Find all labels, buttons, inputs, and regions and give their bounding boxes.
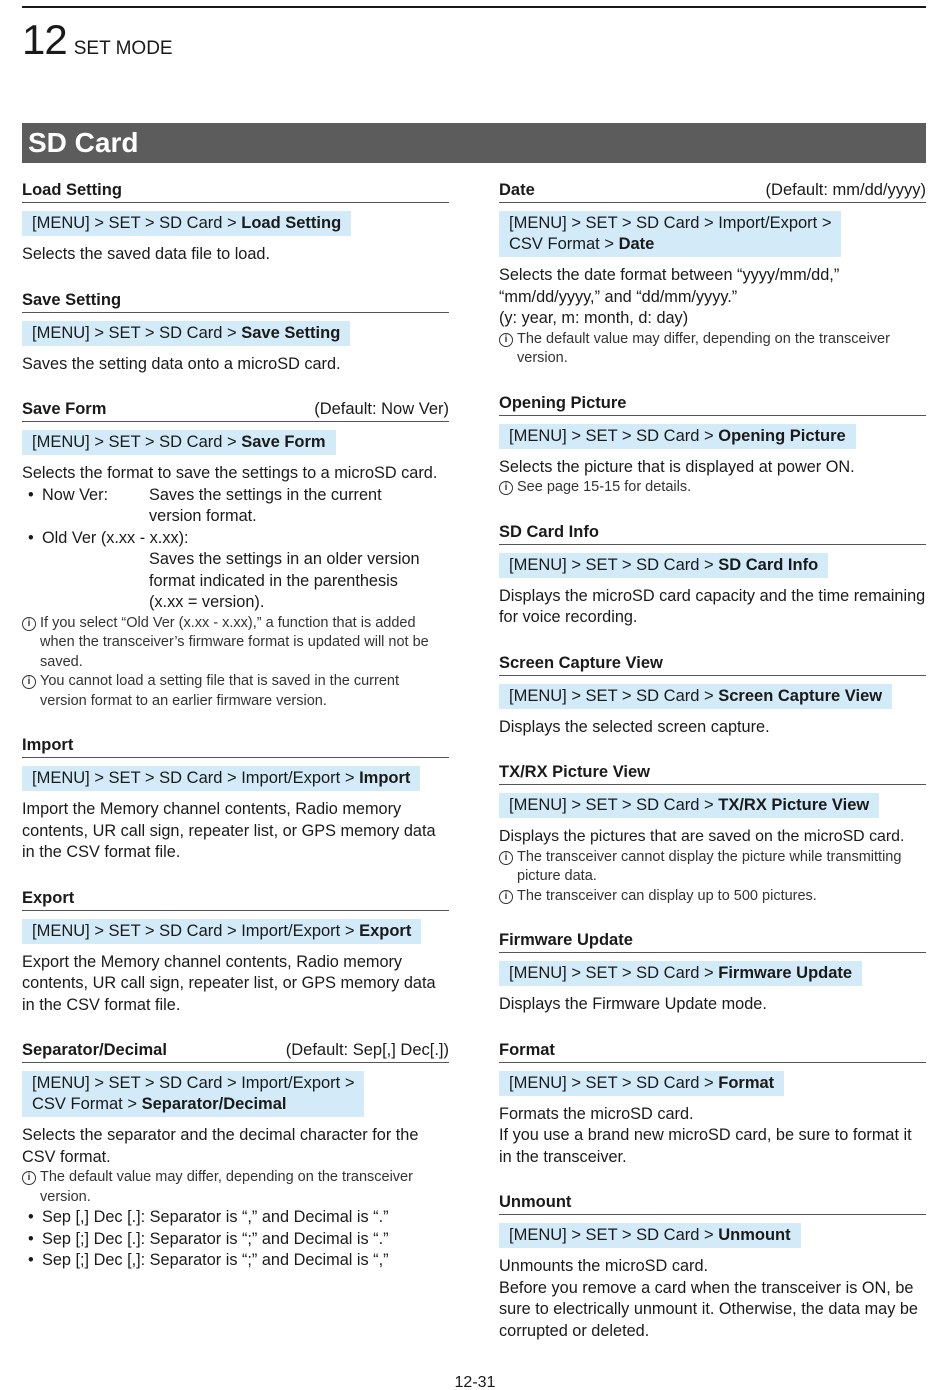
section-description: Export the Memory channel contents, Radio memory contents, UR call sign, repeater list, or GPS memory data in the CSV format file.: [22, 952, 436, 1014]
menu-path-prefix: [MENU] > SET > SD Card >: [32, 323, 242, 342]
menu-path: [499, 1071, 784, 1096]
menu-path-item: Import: [359, 769, 411, 787]
section-heading: [22, 290, 449, 313]
menu-path-item: Save Form: [241, 433, 326, 451]
section-default: (Default: mm/dd/yyyy): [765, 181, 926, 199]
menu-path: [22, 430, 336, 455]
bullet-desc: (x.xx = version).: [149, 593, 265, 611]
section-banner: SD Card: [22, 123, 926, 163]
section-description: Displays the Firmware Update mode.: [499, 995, 767, 1013]
section-heading: [499, 1040, 926, 1063]
menu-path: [499, 793, 879, 818]
note-text: The default value may differ, depending on the transceiver version.: [40, 1169, 413, 1205]
section-title: Unmount: [499, 1193, 572, 1211]
note-text: See page 15-15 for details.: [517, 479, 692, 495]
menu-path-item: Screen Capture View: [718, 686, 883, 705]
section-description: Displays the microSD card capacity and the time remaining for voice recording.: [499, 586, 926, 626]
menu-path-line: [MENU] > SET > SD Card > Import/Export >: [509, 214, 832, 232]
menu-path: [22, 1071, 364, 1117]
bullet-old-ver: [22, 528, 449, 614]
note: [22, 672, 449, 711]
menu-path-line: [MENU] > SET > SD Card > Import/Export >: [32, 1074, 355, 1092]
section-firmware-update: [499, 930, 926, 1016]
section-heading: [22, 180, 449, 203]
section-screen-capture-view: [499, 653, 926, 739]
section-title: Import: [22, 736, 74, 754]
section-title: Separator/Decimal: [22, 1041, 167, 1059]
menu-path: [499, 684, 892, 709]
info-icon: i: [499, 333, 513, 347]
section-save-setting: [22, 290, 449, 376]
note: [499, 887, 926, 907]
info-icon: i: [499, 851, 513, 865]
info-icon: i: [22, 675, 36, 689]
section-heading: [499, 762, 926, 785]
page-number: 12-31: [454, 1374, 496, 1390]
section-heading: [22, 399, 449, 422]
menu-path-prefix: [MENU] > SET > SD Card >: [509, 1073, 719, 1092]
menu-path: [22, 211, 351, 236]
bullet-desc: Saves the settings in an older version: [149, 550, 420, 568]
section-description: Selects the separator and the decimal character for the CSV format.: [22, 1126, 419, 1166]
bullet-key: • Old Ver (x.xx - x.xx):: [42, 528, 189, 547]
section-txrx-picture-view: [499, 762, 926, 906]
section-description: Import the Memory channel contents, Radio memory contents, UR call sign, repeater list, or GPS memory data in the CSV format file.: [22, 800, 436, 861]
section-save-form: [22, 399, 449, 711]
menu-path-prefix: CSV Format >: [509, 235, 619, 253]
menu-path-item: Export: [359, 921, 412, 940]
section-title: Opening Picture: [499, 393, 627, 412]
section-heading: [499, 1192, 926, 1215]
menu-path-prefix: [MENU] > SET > SD Card >: [509, 964, 719, 982]
menu-path-item: Unmount: [718, 1226, 791, 1244]
bullet-desc: version format.: [149, 507, 257, 525]
menu-path-item: SD Card Info: [718, 555, 819, 574]
menu-path-prefix: [MENU] > SET > SD Card >: [509, 555, 719, 574]
section-description: Selects the saved data file to load.: [22, 245, 270, 263]
section-title: TX/RX Picture View: [499, 763, 650, 781]
right-column: [499, 180, 926, 1366]
menu-path-item: Firmware Update: [718, 964, 853, 982]
section-load-setting: [22, 180, 449, 266]
menu-path: [499, 961, 862, 986]
section-title: Export: [22, 888, 75, 907]
note: [22, 1168, 449, 1207]
menu-path: [22, 919, 421, 944]
menu-path: [22, 766, 420, 791]
section-description: Before you remove a card when the transceiver is ON, be sure to electrically unmount it. Otherwise, the data may be corrupted or deleted.: [499, 1278, 918, 1340]
section-title: Screen Capture View: [499, 653, 663, 672]
menu-path-item: Opening Picture: [718, 426, 846, 445]
info-icon: i: [499, 481, 513, 495]
menu-path-prefix: [MENU] > SET > SD Card >: [509, 1226, 719, 1244]
bullet-item: • Sep [;] Dec [,]: Separator is “;” and Decimal is “,”: [22, 1250, 449, 1272]
section-title: Format: [499, 1040, 555, 1059]
bullet-key: • Now Ver:: [42, 485, 109, 504]
section-import: [22, 735, 449, 864]
chapter-number: 12: [22, 16, 67, 63]
menu-path-prefix: [MENU] > SET > SD Card >: [32, 433, 242, 451]
menu-path: [22, 321, 350, 346]
section-description: Selects the date format between “yyyy/mm/dd,” “mm/dd/yyyy,” and “dd/mm/yyyy.”: [499, 266, 840, 306]
menu-path-item: Date: [618, 235, 655, 253]
note-text: The default value may differ, depending on the transceiver version.: [517, 330, 890, 366]
note: [22, 614, 449, 673]
note-text: If you select “Old Ver (x.xx - x.xx),” a function that is added when the transceiver’s firmware format is updated will not be saved.: [40, 614, 429, 670]
menu-path-item: Format: [718, 1073, 775, 1092]
menu-path: [499, 424, 856, 449]
note: [499, 848, 926, 887]
section-description: Saves the setting data onto a microSD card.: [22, 354, 341, 373]
section-heading: [499, 393, 926, 416]
section-title: Save Form: [22, 400, 107, 418]
section-heading: [22, 735, 449, 758]
section-title: Date: [499, 181, 535, 199]
section-description: (y: year, m: month, d: day): [499, 309, 689, 327]
menu-path: [499, 553, 828, 578]
info-icon: i: [22, 1171, 36, 1185]
note-text: You cannot load a setting file that is saved in the current version format to an earlier firmware version.: [40, 673, 399, 709]
note-text: The transceiver cannot display the picture while transmitting picture data.: [517, 848, 902, 884]
menu-path-prefix: [MENU] > SET > SD Card >: [509, 686, 719, 705]
section-heading: [22, 888, 449, 911]
menu-path-prefix: CSV Format >: [32, 1095, 142, 1113]
left-column: [22, 180, 449, 1296]
bullet-now-ver: [22, 485, 449, 528]
section-description: Unmounts the microSD card.: [499, 1257, 709, 1275]
section-heading: [499, 522, 926, 545]
section-description: Displays the selected screen capture.: [499, 717, 770, 736]
section-heading: [499, 930, 926, 953]
section-sd-card-info: [499, 522, 926, 629]
section-export: [22, 888, 449, 1017]
menu-path-item: Separator/Decimal: [141, 1095, 287, 1113]
menu-path-prefix: [MENU] > SET > SD Card > Import/Export >: [32, 921, 360, 940]
menu-path: [499, 1223, 801, 1248]
menu-path: [499, 211, 841, 257]
note: [499, 478, 926, 498]
section-title: Firmware Update: [499, 931, 633, 949]
bullet-item: • Sep [,] Dec [.]: Separator is “,” and Decimal is “.”: [22, 1207, 449, 1229]
section-heading: [499, 180, 926, 203]
menu-path-item: Save Setting: [241, 323, 341, 342]
bullet-item: • Sep [;] Dec [.]: Separator is “;” and Decimal is “.”: [22, 1229, 449, 1251]
section-unmount: [499, 1192, 926, 1342]
menu-path-item: TX/RX Picture View: [718, 796, 870, 814]
section-separator-decimal: [22, 1040, 449, 1272]
section-description: Displays the pictures that are saved on the microSD card.: [499, 828, 905, 845]
section-default: (Default: Sep[,] Dec[.]): [285, 1041, 449, 1059]
info-icon: i: [499, 890, 513, 904]
menu-path-prefix: [MENU] > SET > SD Card >: [509, 426, 719, 445]
section-format: [499, 1040, 926, 1169]
info-icon: i: [22, 617, 36, 631]
section-title: SD Card Info: [499, 522, 599, 541]
chapter-header: [22, 18, 173, 62]
section-title: Save Setting: [22, 290, 122, 309]
menu-path-item: Load Setting: [241, 214, 342, 232]
top-rule: [22, 6, 926, 8]
section-title: Load Setting: [22, 181, 122, 199]
section-description: If you use a brand new microSD card, be sure to format it in the transceiver.: [499, 1126, 912, 1166]
section-heading: [499, 653, 926, 676]
section-heading: [22, 1040, 449, 1063]
note: [499, 330, 926, 369]
menu-path-prefix: [MENU] > SET > SD Card >: [32, 214, 242, 232]
section-date: [499, 180, 926, 369]
section-description: Selects the picture that is displayed at power ON.: [499, 457, 855, 476]
note-text: The transceiver can display up to 500 pictures.: [517, 887, 817, 904]
bullet-desc: Saves the settings in the current: [149, 485, 382, 504]
menu-path-prefix: [MENU] > SET > SD Card > Import/Export >: [32, 769, 360, 787]
section-description: Formats the microSD card.: [499, 1104, 694, 1123]
menu-path-prefix: [MENU] > SET > SD Card >: [509, 796, 719, 814]
bullet-desc: format indicated in the parenthesis: [149, 571, 398, 590]
section-default: (Default: Now Ver): [314, 400, 449, 418]
chapter-title: SET MODE: [73, 38, 173, 59]
section-description: Selects the format to save the settings to a microSD card.: [22, 464, 438, 482]
section-opening-picture: [499, 393, 926, 498]
